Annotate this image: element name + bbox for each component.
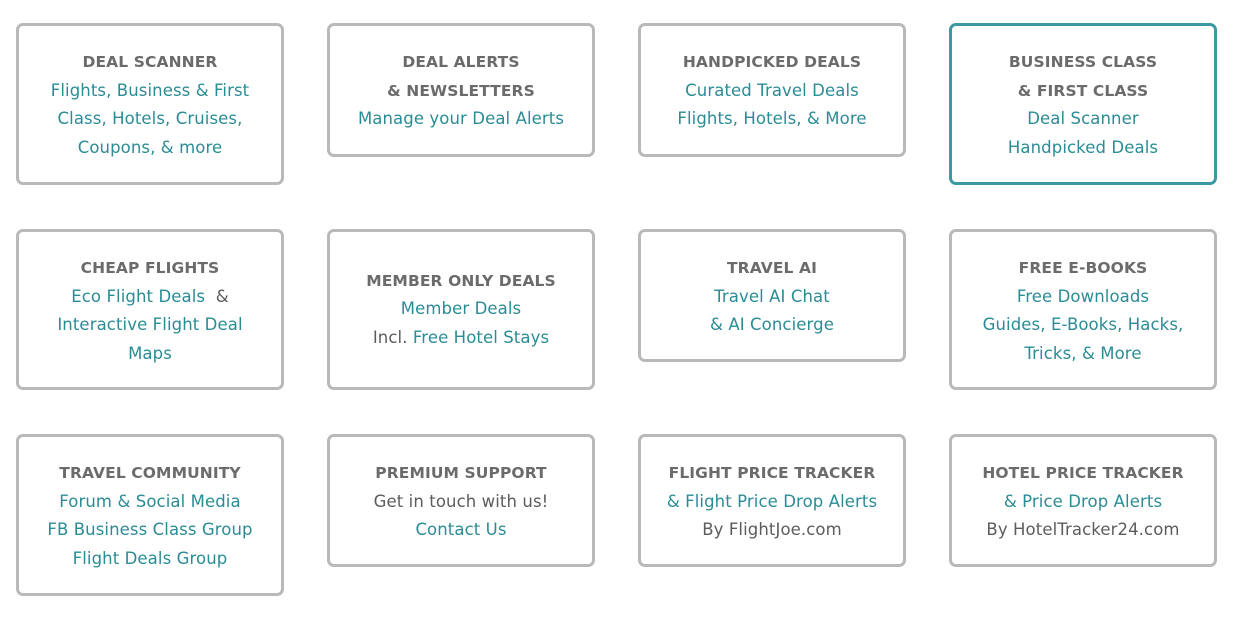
card-link[interactable]: Handpicked Deals — [1007, 137, 1159, 157]
business-first-class-card[interactable] — [949, 23, 1217, 185]
card-connector: & — [205, 286, 229, 306]
card-text: By FlightJoe.com — [702, 520, 842, 539]
card-link[interactable]: Curated Travel Deals — [685, 80, 859, 100]
card-link[interactable]: Flight Deals Group — [72, 548, 228, 568]
card-link[interactable]: Member Deals — [400, 299, 522, 319]
flight-price-tracker-card[interactable] — [638, 434, 906, 567]
card-heading: HOTEL PRICE TRACKER — [982, 464, 1184, 482]
card-link[interactable]: Tricks, & More — [1024, 343, 1142, 363]
card-link[interactable]: Free Hotel Stays — [412, 327, 550, 347]
card-heading: & FIRST CLASS — [1017, 81, 1149, 100]
handpicked-deals-card[interactable] — [638, 23, 906, 157]
card-link[interactable]: Manage your Deal Alerts — [357, 109, 565, 128]
card-line — [373, 324, 549, 353]
travel-community-card[interactable] — [16, 434, 284, 596]
contact-us-link[interactable]: Contact Us — [415, 520, 507, 539]
card-link[interactable]: Deal Scanner — [1027, 109, 1139, 128]
card-text: Get in touch with us! — [373, 491, 549, 511]
card-link[interactable]: Eco Flight Deals — [71, 286, 206, 306]
card-link[interactable]: & AI Concierge — [710, 315, 834, 334]
member-only-deals-card[interactable] — [327, 229, 595, 390]
deal-alerts-card[interactable] — [327, 23, 595, 157]
card-link[interactable]: Coupons, & more — [77, 137, 223, 157]
card-link[interactable]: & Flight Price Drop Alerts — [666, 491, 878, 511]
card-heading: FREE E-BOOKS — [1018, 259, 1148, 277]
card-link[interactable]: Maps — [128, 343, 172, 363]
card-heading: DEAL ALERTS — [402, 53, 520, 71]
card-heading: TRAVEL AI — [727, 259, 817, 277]
card-heading: MEMBER ONLY DEALS — [366, 271, 556, 290]
card-link[interactable]: Free Downloads — [1016, 286, 1150, 306]
card-link[interactable]: Flights, Business & First — [50, 80, 250, 100]
card-text: By HotelTracker24.com — [986, 520, 1180, 539]
card-heading: TRAVEL COMMUNITY — [59, 464, 241, 482]
card-heading: DEAL SCANNER — [82, 53, 218, 71]
card-link[interactable]: Interactive Flight Deal — [57, 315, 243, 334]
card-link[interactable]: FB Business Class Group — [47, 520, 253, 539]
card-link[interactable]: & Price Drop Alerts — [1003, 491, 1163, 511]
deal-scanner-card[interactable] — [16, 23, 284, 185]
card-heading: HANDPICKED DEALS — [682, 53, 862, 71]
card-link[interactable]: Flights, Hotels, & More — [677, 109, 867, 128]
card-link[interactable]: Forum & Social Media — [59, 491, 241, 511]
hotel-price-tracker-card[interactable] — [949, 434, 1217, 567]
travel-ai-card[interactable] — [638, 229, 906, 362]
card-link[interactable]: Guides, E-Books, Hacks, — [982, 315, 1184, 334]
card-prefix: Incl. — [372, 327, 413, 347]
card-heading: FLIGHT PRICE TRACKER — [668, 464, 876, 482]
card-line — [71, 283, 229, 312]
free-ebooks-card[interactable] — [949, 229, 1217, 390]
cheap-flights-card[interactable] — [16, 229, 284, 390]
card-link[interactable]: Class, Hotels, Cruises, — [57, 109, 243, 128]
card-heading: BUSINESS CLASS — [1008, 53, 1158, 71]
card-heading: CHEAP FLIGHTS — [80, 259, 220, 277]
card-link[interactable]: Travel AI Chat — [714, 286, 830, 306]
card-heading: PREMIUM SUPPORT — [375, 464, 547, 482]
premium-support-card[interactable] — [327, 434, 595, 567]
card-heading: & NEWSLETTERS — [387, 81, 535, 100]
